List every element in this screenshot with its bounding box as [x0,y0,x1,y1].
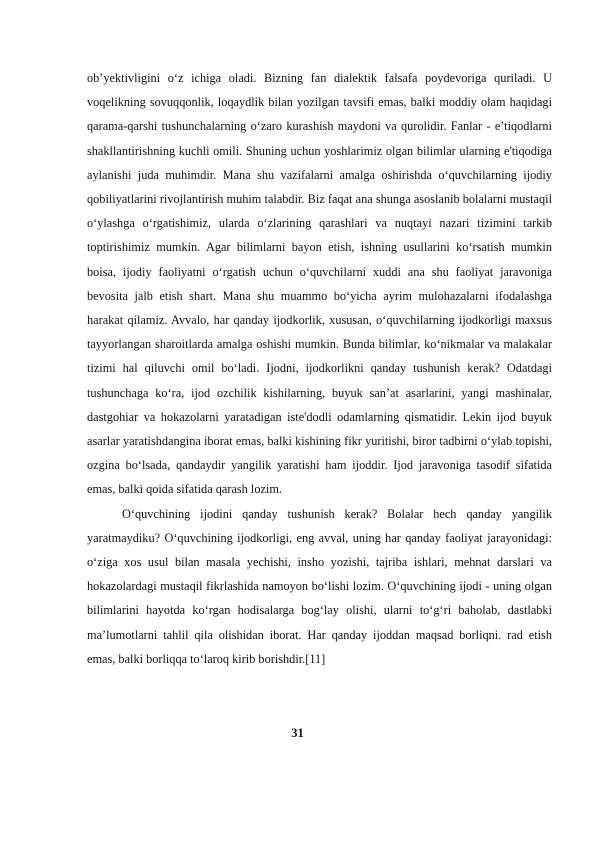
paragraph-2: O‘quvchining ijodini qanday tushunish kerak? Bolalar hech qanday yangilik yaratmaydiku? O‘quvchining ijodkorligi, eng avval, uning har qanday faoliyat jarayonidagi: o‘ziga xos usul bilan masala yechishi, insho yozishi, tajriba ishlari, mehnat darslari va hokazolardagi mustaqil fikrlashida namoyon bo‘lishi lozim. O‘quvchining ijodi - uning olgan bilimlarini hayotda ko‘rgan hodisalarga bog‘lay olishi, ularni to‘g‘ri baholab, dastlabki ma’lumotlarni tahlil qila olishidan iborat. Har qanday ijoddan maqsad borliqni. rad etish emas, balki borliqqa to‘laroq kirib borishdir.[11] [87,506,552,666]
document-body [87,66,552,671]
paragraph-1: ob’yektivligini o‘z ichiga oladi. Bizning fan dialektik falsafa poydevoriga quriladi. U voqelikning sovuqqonlik, loqaydlik bilan yozilgan tavsifi emas, balki moddiy olam haqidagi qarama-qarshi tushunchalarning o‘zaro kurashish maydoni va qurolidir. Fanlar - e’tiqodlarni shakllantirishning kuchli omili. Shuning uchun yoshlarimiz olgan bilimlar ularning e'tiqodiga aylanishi juda muhimdir. Mana shu vazifalarni amalga oshirishda o‘quvchilarning ijodiy qobiliyatlarini rivojlantirish muhim talabdir. Biz faqat ana shunga asoslanib bolalarni mustaqil o‘ylashga o‘rgatishimiz, ularda o‘zlarining qarashlari va nuqtayi nazari tizimini tarkib toptirishimiz mumkin. Agar bilimlarni bayon etish, ishning usullarini ko‘rsatish mumkin boisa, ijodiy faoliyatni o‘rgatish uchun o‘quvchilarni xuddi ana shu faoliyat jaravoniga bevosita jalb etish shart. Mana shu muammo bo‘yicha ayrim mulohazalarni ifodalashga harakat qilamiz. Avvalo, har qanday ijodkorlik, xususan, o‘quvchilarning ijodkorligi maxsus tayyorlangan sharoitlarda amalga oshishi mumkin. Bunda bilimlar, ko‘nikmalar va malakalar tizimi hal qiluvchi omil bo‘ladi. Ijodni, ijodkorlikni qanday tushunish kerak? Odatdagi tushunchaga ko‘ra, ijod ozchilik kishilarning, buyuk san’at asarlarini, yangi mashinalar, dastgohiar va hokazolarni yaratadigan iste'dodli odamlarning qismatidir. Lekin ijod buyuk asarlar yaratishdangina iborat emas, balki kishining fikr yuritishi, biror tadbirni o‘ylab topishi, ozgina bo‘lsada, qandaydir yangilik yaratishi ham ijoddir. Ijod jaravoniga tasodif sifatida emas, balki qoida sifatida qarash lozim. [87,71,552,497]
page-number: 31 [291,726,304,740]
